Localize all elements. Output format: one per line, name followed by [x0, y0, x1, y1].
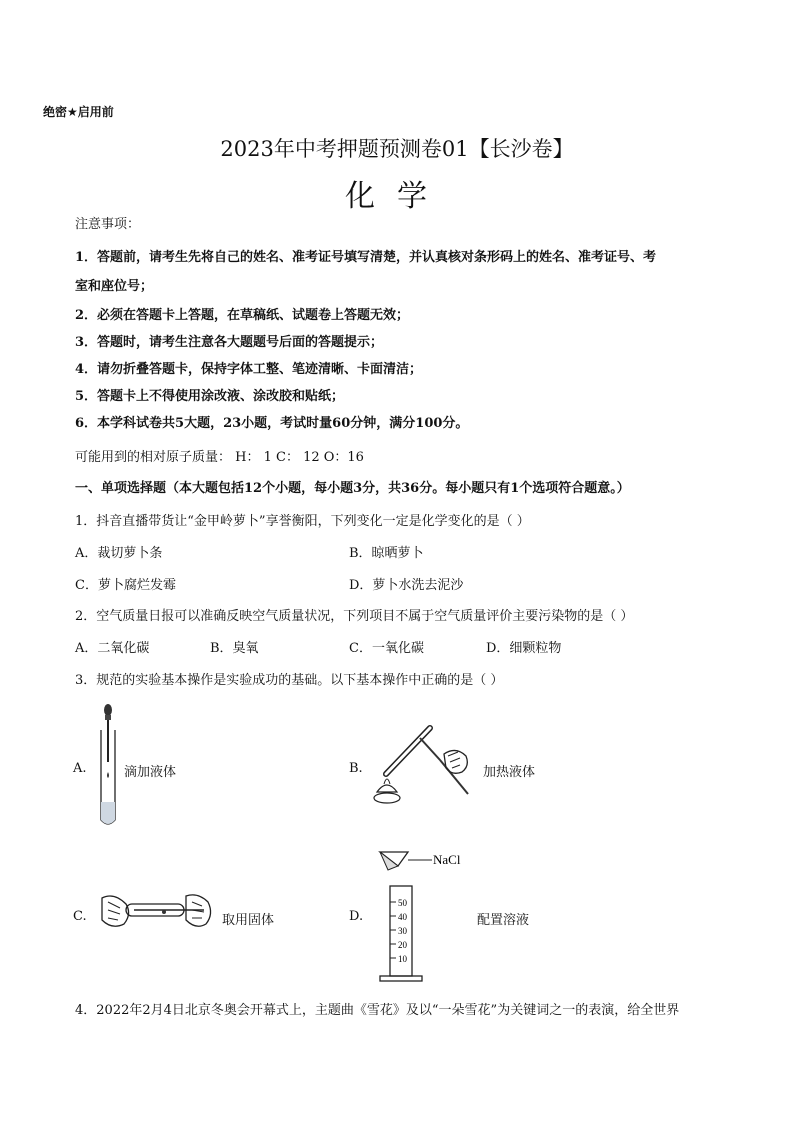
note-item: 5．答题卡上不得使用涂改液、涂改胶和贴纸； [75, 389, 345, 404]
q2-option-c: C．一氧化碳 [349, 641, 424, 656]
note-item: 2．必须在答题卡上答题，在草稿纸、试题卷上答题无效； [75, 308, 410, 323]
q1-option-a: A．裁切萝卜条 [75, 546, 163, 561]
scale-50: 50 [398, 898, 407, 908]
q3-option-d-label: 配置溶液 [477, 913, 530, 928]
note-item: 3．答题时，请考生注意各大题题号后面的答题提示； [75, 335, 384, 350]
q3-option-b-label: 加热液体 [483, 765, 536, 780]
question-3-stem: 3．规范的实验基本操作是实验成功的基础。以下基本操作中正确的是（ ） [75, 673, 504, 688]
question-2-stem: 2．空气质量日报可以准确反映空气质量状况，下列项目不属于空气质量评价主要污染物的是（ ） [75, 609, 634, 624]
scale-30: 30 [398, 926, 407, 936]
scale-40: 40 [398, 912, 407, 922]
note-item: 4．请勿折叠答题卡，保持字体工整、笔迹清晰、卡面清洁； [75, 362, 423, 377]
q1-option-b: B．晾晒萝卜 [349, 546, 424, 561]
scale-10: 10 [398, 954, 407, 964]
section-heading: 一、单项选择题（本大题包括12个小题，每小题3分，共36分。每小题只有1个选项符合题意。） [75, 481, 630, 496]
q2-option-b: B．臭氧 [210, 641, 259, 656]
q3-option-c-label: 取用固体 [222, 913, 275, 928]
atomic-mass-line: 可能用到的相对原子质量： H： 1 C： 12 O：16 [75, 450, 364, 465]
q3-option-a-letter: A. [73, 761, 87, 776]
subject-title: 化学 [345, 179, 449, 214]
note-item: 室和座位号； [75, 279, 154, 294]
taking-solid-figure [94, 888, 219, 938]
q2-option-a: A．二氧化碳 [75, 641, 150, 656]
measuring-cylinder-figure [378, 848, 488, 984]
note-item: 1．答题前，请考生先将自己的姓名、准考证号填写清楚，并认真核对条形码上的姓名、准考证号、考 [75, 250, 657, 265]
scale-20: 20 [398, 940, 407, 950]
q2-option-d: D．细颗粒物 [486, 641, 562, 656]
note-item: 6．本学科试卷共5大题，23小题，考试时量60分钟，满分100分。 [75, 416, 469, 431]
q3-option-b-letter: B. [349, 761, 363, 776]
confidential-label: 绝密★启用前 [43, 105, 114, 119]
q3-option-d-letter: D. [349, 909, 364, 924]
heating-liquid-figure [370, 718, 485, 818]
q3-option-c-letter: C. [73, 909, 87, 924]
q1-option-c: C．萝卜腐烂发霉 [75, 578, 176, 593]
question-4-stem: 4．2022年2月4日北京冬奥会开幕式上，主题曲《雪花》及以“一朵雪花”为关键词之一的表演，给全世界 [75, 1003, 680, 1018]
question-1-stem: 1．抖音直播带货让“金甲岭萝卜”享誉衡阳，下列变化一定是化学变化的是（ ） [75, 514, 530, 529]
notes-heading: 注意事项： [75, 217, 141, 232]
exam-title: 2023年中考押题预测卷01【长沙卷】 [220, 137, 574, 161]
nacl-label: NaCl [433, 852, 461, 867]
q3-option-a-label: 滴加液体 [124, 765, 177, 780]
q1-option-d: D．萝卜水洗去泥沙 [349, 578, 464, 593]
dropper-test-tube-figure [93, 702, 123, 830]
